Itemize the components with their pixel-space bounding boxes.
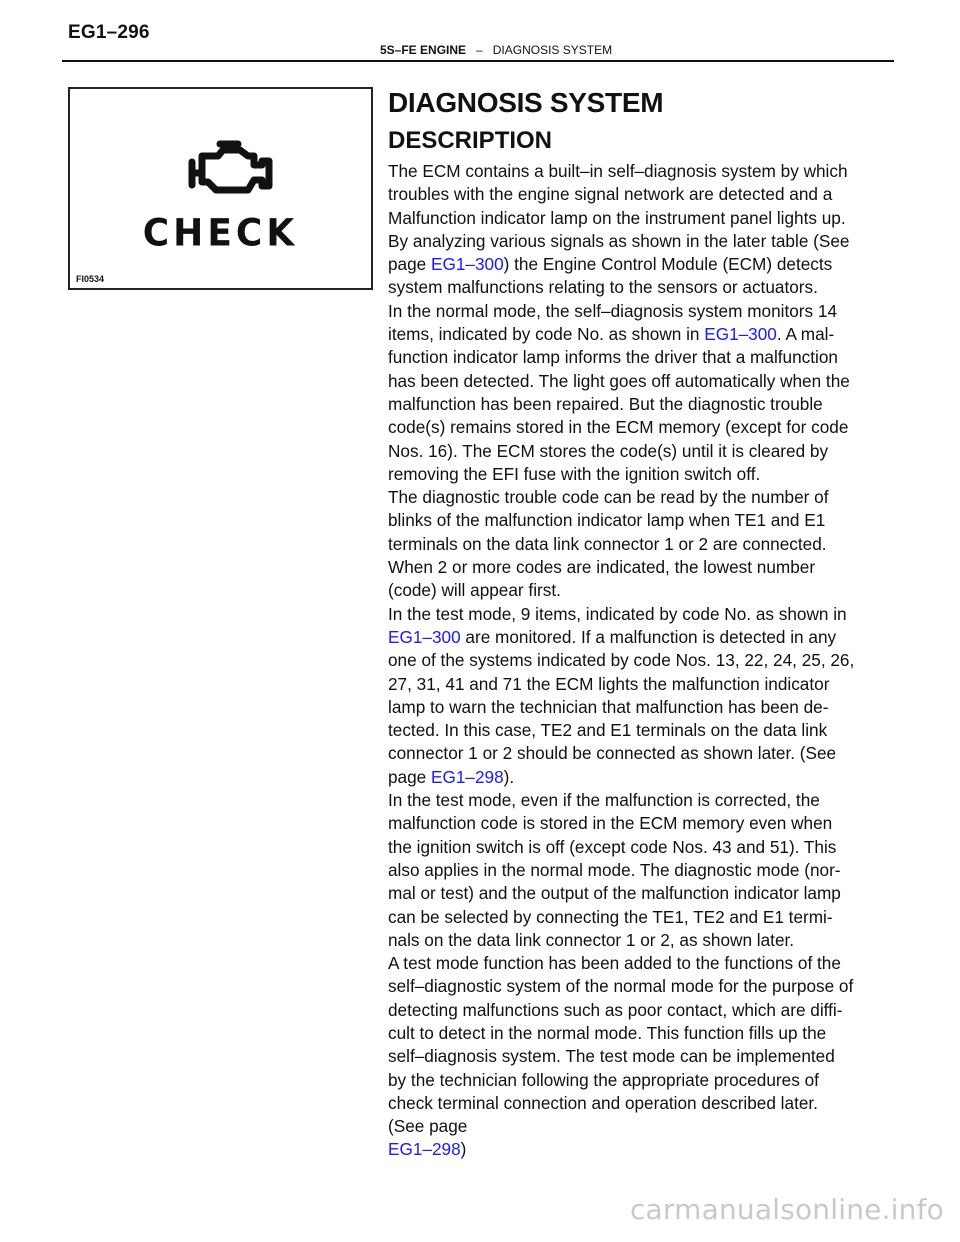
text-line <box>388 346 868 369</box>
text-segment: When 2 or more codes are indicated, the lowest number <box>388 557 816 578</box>
text-line <box>388 626 868 649</box>
text-line <box>388 1069 868 1092</box>
text-segment: check terminal connection and operation described later. <box>388 1092 818 1113</box>
text-line <box>388 1092 868 1115</box>
text-segment: self–diagnosis system. The test mode can be implemented <box>388 1046 835 1067</box>
text-line <box>388 673 868 696</box>
text-line <box>388 952 868 975</box>
main-content <box>388 86 868 1162</box>
check-label: CHECK <box>142 211 299 256</box>
text-segment: cult to detect in the normal mode. This function fills up the <box>388 1022 827 1043</box>
description-text <box>388 160 868 1162</box>
text-segment: ) the Engine Control Module (ECM) detects <box>503 254 833 275</box>
text-line <box>388 416 868 439</box>
text-line <box>388 789 868 812</box>
header-rule <box>62 60 894 62</box>
text-segment: In the test mode, even if the malfunction is corrected, the <box>388 790 820 811</box>
text-segment: (See page <box>388 1116 468 1137</box>
text-line <box>388 603 868 626</box>
text-line <box>388 440 868 463</box>
text-line <box>388 649 868 672</box>
text-line <box>388 579 868 602</box>
text-segment: The ECM contains a built–in self–diagnosis system by which <box>388 161 848 181</box>
text-segment: malfunction has been repaired. But the diagnostic trouble <box>388 393 823 414</box>
text-segment: blinks of the malfunction indicator lamp when TE1 and E1 <box>388 510 826 531</box>
text-segment: items, indicated by code No. as shown in <box>388 324 705 345</box>
check-engine-figure <box>68 87 373 290</box>
engine-icon <box>70 89 371 288</box>
text-segment: 27, 31, 41 and 71 the ECM lights the malfunction indicator <box>388 673 830 694</box>
text-segment: In the normal mode, the self–diagnosis system monitors 14 <box>388 300 838 321</box>
text-line <box>388 230 868 253</box>
text-line <box>388 975 868 998</box>
text-line <box>388 253 868 276</box>
engine-label: 5S–FE ENGINE <box>380 43 467 57</box>
text-segment: malfunction code is stored in the ECM memory even when <box>388 813 833 834</box>
header-separator: – <box>476 43 483 57</box>
text-line <box>388 1022 868 1045</box>
text-line <box>388 393 868 416</box>
text-segment: ). <box>503 766 515 787</box>
text-line <box>388 906 868 929</box>
text-line <box>388 486 868 509</box>
text-segment: function indicator lamp informs the driver that a malfunction <box>388 347 838 368</box>
text-segment: removing the EFI fuse with the ignition switch off. <box>388 463 761 484</box>
text-line <box>388 859 868 882</box>
text-segment: mal or test) and the output of the malfunction indicator lamp <box>388 883 841 904</box>
text-segment: has been detected. The light goes off automatically when the <box>388 370 850 391</box>
section-title: DESCRIPTION <box>388 127 553 154</box>
text-line <box>388 323 868 346</box>
text-line <box>388 533 868 556</box>
text-line <box>388 929 868 952</box>
page-title: DIAGNOSIS SYSTEM <box>388 87 664 118</box>
page-link[interactable]: EG1–300 <box>704 324 777 345</box>
text-segment: the ignition switch is off (except code Nos. 43 and 51). This <box>388 836 837 857</box>
text-line <box>388 207 868 230</box>
page-link[interactable]: EG1–300 <box>431 254 504 275</box>
page-number: EG1–296 <box>68 22 150 43</box>
text-line <box>388 463 868 486</box>
text-segment: By analyzing various signals as shown in the later table (See <box>388 230 850 251</box>
text-line <box>388 1045 868 1068</box>
text-segment: . A mal- <box>776 324 835 345</box>
running-header <box>380 43 612 57</box>
text-segment: are monitored. If a malfunction is detected in any <box>460 626 837 647</box>
text-line <box>388 556 868 579</box>
text-line <box>388 276 868 299</box>
text-line <box>388 300 868 323</box>
text-segment: system malfunctions relating to the sensors or actuators. <box>388 277 818 298</box>
text-line <box>388 812 868 835</box>
page-link[interactable]: EG1–298 <box>388 1139 461 1160</box>
text-line <box>388 766 868 789</box>
text-segment: Nos. 16). The ECM stores the code(s) until it is cleared by <box>388 440 829 461</box>
text-segment: nals on the data link connector 1 or 2, as shown later. <box>388 929 795 950</box>
text-line <box>388 836 868 859</box>
text-line <box>388 999 868 1022</box>
text-segment: (code) will appear first. <box>388 580 561 601</box>
page-link[interactable]: EG1–298 <box>431 766 504 787</box>
text-segment: page <box>388 766 432 787</box>
text-segment: tected. In this case, TE2 and E1 terminals on the data link <box>388 720 828 741</box>
text-segment: terminals on the data link connector 1 or 2 are connected. <box>388 533 827 554</box>
figure-caption: FI0534 <box>76 274 105 284</box>
text-line <box>388 509 868 532</box>
text-segment: Malfunction indicator lamp on the instrument panel lights up. <box>388 207 846 228</box>
text-line <box>388 370 868 393</box>
text-segment: connector 1 or 2 should be connected as shown later. (See <box>388 743 837 764</box>
text-line <box>388 742 868 765</box>
text-segment: The diagnostic trouble code can be read by the number of <box>388 487 829 508</box>
text-segment: can be selected by connecting the TE1, TE2 and E1 termi- <box>388 906 833 927</box>
text-line <box>388 696 868 719</box>
text-segment: In the test mode, 9 items, indicated by code No. as shown in <box>388 603 847 624</box>
text-segment: troubles with the engine signal network are detected and a <box>388 184 833 205</box>
text-segment: detecting malfunctions such as poor contact, which are diffi- <box>388 999 843 1020</box>
text-segment: by the technician following the appropriate procedures of <box>388 1069 819 1090</box>
text-line <box>388 1115 868 1138</box>
text-line <box>388 882 868 905</box>
text-line <box>388 719 868 742</box>
text-segment: A test mode function has been added to the functions of the <box>388 953 841 974</box>
text-line <box>388 160 868 183</box>
page-link[interactable]: EG1–300 <box>388 626 461 647</box>
text-segment: lamp to warn the technician that malfunction has been de- <box>388 696 829 717</box>
watermark: carmanualsonline.info <box>629 1193 944 1226</box>
text-line <box>388 183 868 206</box>
text-segment: also applies in the normal mode. The diagnostic mode (nor- <box>388 859 841 880</box>
text-segment: ) <box>460 1139 467 1160</box>
section-label: DIAGNOSIS SYSTEM <box>492 43 613 57</box>
text-segment: page <box>388 254 432 275</box>
text-line <box>388 1138 868 1161</box>
text-segment: code(s) remains stored in the ECM memory (except for code <box>388 417 849 438</box>
text-segment: self–diagnostic system of the normal mode for the purpose of <box>388 976 854 997</box>
text-segment: one of the systems indicated by code Nos. 13, 22, 24, 25, 26, <box>388 650 855 671</box>
